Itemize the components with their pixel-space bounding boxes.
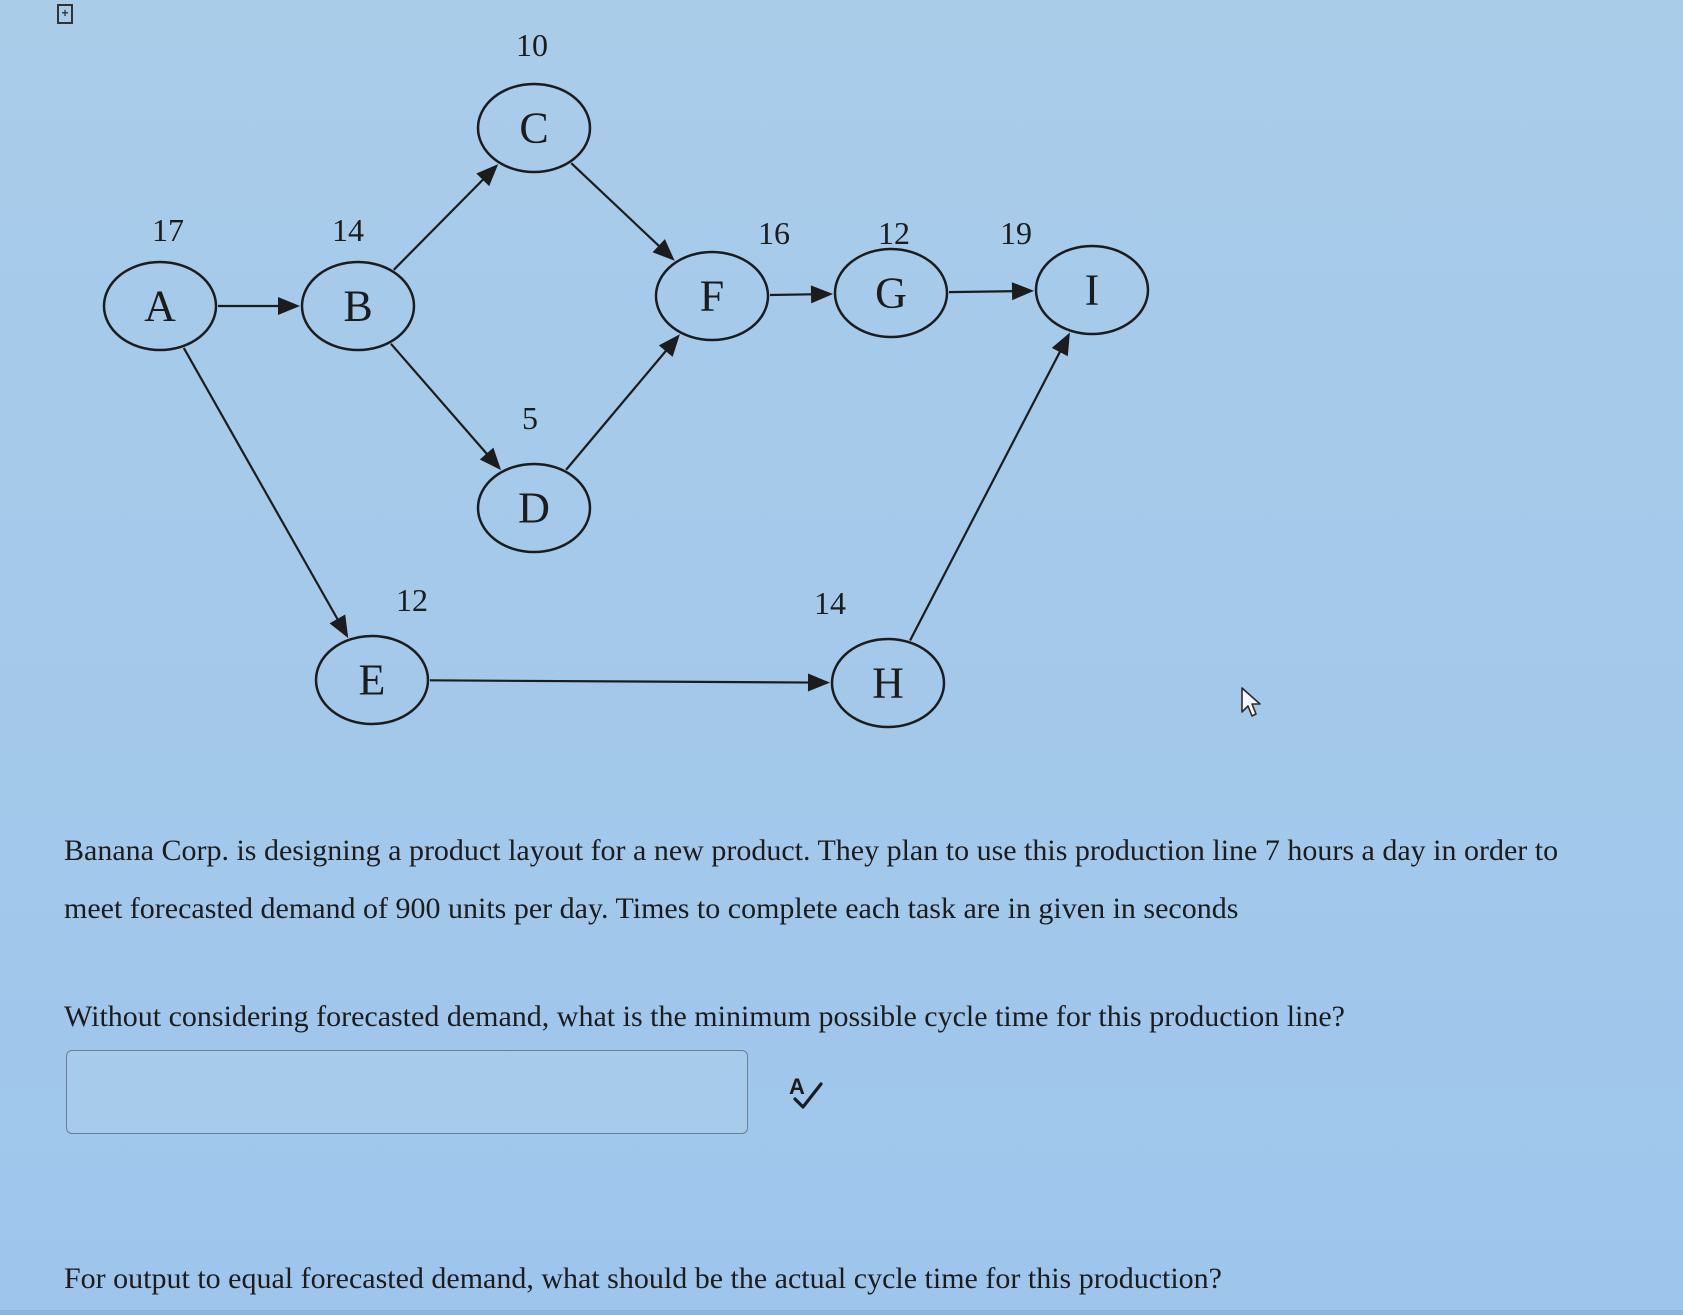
nodes-layer [104, 27, 1148, 727]
spellcheck-icon[interactable] [785, 1072, 827, 1112]
node-a [104, 212, 216, 350]
node-b [302, 212, 414, 350]
edge-C-F [571, 163, 664, 251]
node-g-time: 12 [878, 215, 910, 251]
node-h [814, 585, 944, 727]
arrowhead-A-B [278, 297, 300, 315]
svg-text:A: A [789, 1074, 805, 1099]
node-d-label: D [518, 483, 550, 533]
edge-B-C [394, 174, 489, 270]
arrowhead-D-F [659, 334, 680, 357]
node-e-label: E [358, 655, 386, 705]
arrowhead-E-H [808, 674, 830, 692]
edge-A-E [184, 348, 342, 626]
node-b-label: B [343, 281, 373, 331]
edge-D-F [566, 345, 671, 470]
node-e-time: 12 [396, 582, 428, 618]
node-c-time: 10 [516, 27, 548, 63]
edge-B-D [391, 344, 492, 460]
arrowhead-G-I [1012, 282, 1034, 300]
edge-H-I [910, 345, 1063, 641]
node-f-label: F [699, 271, 725, 321]
edge-E-H [430, 680, 816, 682]
arrowhead-A-E [330, 614, 349, 638]
question-1-text: Without considering forecasted demand, what is the minimum possible cycle time for this production line? [64, 1000, 1345, 1033]
node-a-time: 17 [152, 212, 184, 248]
node-c-label: C [519, 103, 549, 153]
arrowhead-F-G [811, 285, 833, 303]
node-b-time: 14 [332, 212, 364, 248]
node-i-time: 19 [1000, 215, 1032, 251]
answer-1-input[interactable] [66, 1050, 748, 1134]
edge-G-I [949, 291, 1020, 292]
node-e [316, 582, 428, 724]
node-a-label: A [144, 281, 176, 331]
node-i [1000, 215, 1148, 334]
node-f-time: 16 [758, 215, 790, 251]
bottom-divider [0, 1310, 1683, 1315]
node-h-time: 14 [814, 585, 846, 621]
problem-statement: Banana Corp. is designing a product layout for a new product. They plan to use this production line 7 hours a day in order to meet forecasted demand of 900 units per day. Times to complete each task are in given in seconds [64, 834, 1559, 925]
mouse-pointer-icon [1240, 686, 1264, 720]
arrowhead-H-I [1052, 333, 1070, 357]
expand-icon[interactable]: + [57, 4, 73, 24]
node-d [478, 400, 590, 552]
node-f [656, 215, 790, 340]
node-g-label: G [875, 268, 907, 318]
node-c [478, 27, 590, 172]
node-h-label: H [872, 658, 904, 708]
node-d-time: 5 [522, 400, 538, 436]
edges-layer [184, 163, 1070, 691]
node-i-label: I [1084, 265, 1100, 315]
node-g [835, 215, 947, 337]
question-2-text: For output to equal forecasted demand, what should be the actual cycle time for this production? [64, 1262, 1222, 1295]
